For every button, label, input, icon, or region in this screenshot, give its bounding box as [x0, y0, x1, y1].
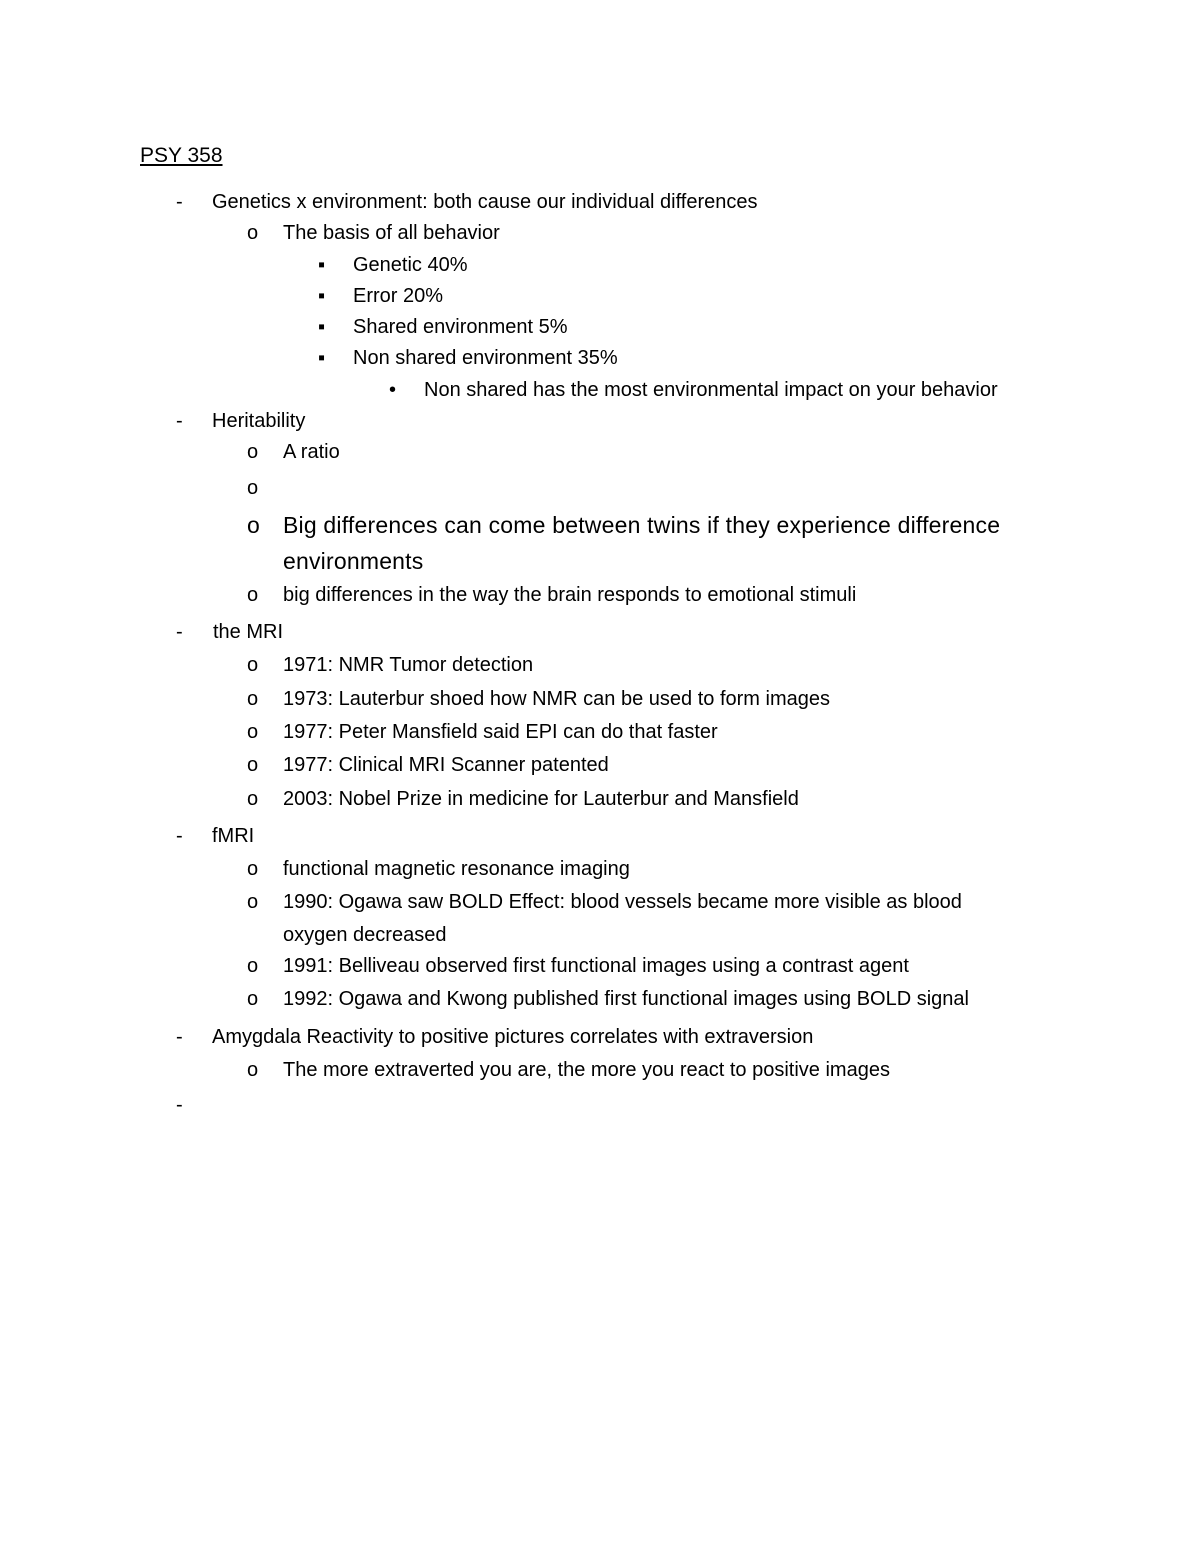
list-item: 1977: Peter Mansfield said EPI can do that faster: [283, 721, 718, 743]
circle-marker: o: [247, 441, 259, 463]
list-item: 1973: Lauterbur shoed how NMR can be used to form images: [283, 688, 830, 710]
list-item: Non shared has the most environmental impact on your behavior: [424, 379, 998, 401]
list-item: Genetics x environment: both cause our individual differences: [212, 191, 758, 213]
square-marker: ▪: [318, 285, 326, 307]
circle-marker: o: [247, 1059, 259, 1081]
list-item: big differences in the way the brain responds to emotional stimuli: [283, 584, 857, 606]
list-item: 1992: Ogawa and Kwong published first functional images using BOLD signal: [283, 988, 969, 1010]
circle-marker: o: [247, 955, 259, 977]
dash-marker: -: [176, 410, 183, 432]
list-item: 1971: NMR Tumor detection: [283, 654, 534, 676]
list-item: fMRI: [212, 825, 255, 847]
list-item: The basis of all behavior: [283, 222, 500, 244]
circle-marker: o: [247, 788, 259, 810]
circle-marker: o: [247, 721, 259, 743]
circle-marker: o: [247, 688, 259, 710]
dash-marker: -: [176, 1094, 183, 1116]
list-item: functional magnetic resonance imaging: [283, 858, 630, 880]
list-item-continuation: oxygen decreased: [283, 924, 447, 946]
list-item: 1991: Belliveau observed first functional images using a contrast agent: [283, 955, 909, 977]
circle-marker: o: [247, 222, 259, 244]
list-item: 2003: Nobel Prize in medicine for Lauterbur and Mansfield: [283, 788, 799, 810]
circle-marker: o: [247, 654, 259, 676]
dash-marker: -: [176, 1026, 183, 1048]
circle-marker: o: [247, 891, 259, 913]
square-marker: ▪: [318, 254, 326, 276]
list-item: Non shared environment 35%: [353, 347, 618, 369]
list-item: Big differences can come between twins if they experience difference: [283, 512, 1001, 538]
circle-marker: o: [247, 477, 259, 499]
list-item: A ratio: [283, 441, 340, 463]
list-item: Amygdala Reactivity to positive pictures correlates with extraversion: [212, 1026, 814, 1048]
list-item: Error 20%: [353, 285, 444, 307]
bullet-marker: •: [389, 379, 397, 401]
circle-marker: o: [247, 584, 259, 606]
page-title: PSY 358: [140, 144, 223, 167]
circle-marker: o: [247, 512, 260, 538]
square-marker: ▪: [318, 347, 326, 369]
dash-marker: -: [176, 191, 183, 213]
square-marker: ▪: [318, 316, 326, 338]
list-item: the MRI: [213, 621, 284, 643]
list-item: The more extraverted you are, the more you react to positive images: [283, 1059, 890, 1081]
list-item: 1990: Ogawa saw BOLD Effect: blood vessels became more visible as blood: [283, 891, 962, 913]
list-item-continuation: environments: [283, 548, 424, 574]
circle-marker: o: [247, 858, 259, 880]
circle-marker: o: [247, 988, 259, 1010]
list-item: Shared environment 5%: [353, 316, 568, 338]
list-item: 1977: Clinical MRI Scanner patented: [283, 754, 609, 776]
list-item: Heritability: [212, 410, 306, 432]
dash-marker: -: [176, 621, 183, 643]
list-item: Genetic 40%: [353, 254, 468, 276]
dash-marker: -: [176, 825, 183, 847]
circle-marker: o: [247, 754, 259, 776]
